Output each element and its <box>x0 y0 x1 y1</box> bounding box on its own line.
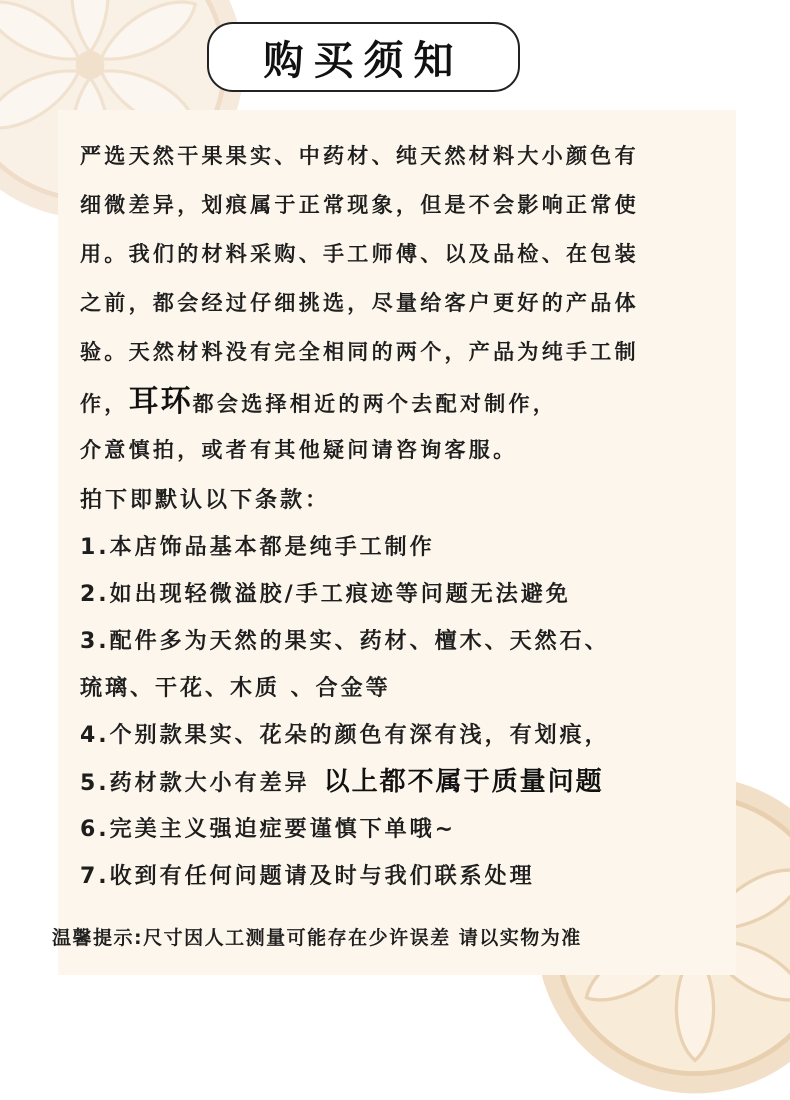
footer-tip: 温馨提示:尺寸因人工测量可能存在少许误差 请以实物为准 <box>52 927 582 949</box>
term-item: 4.个别款果实、花朵的颜色有深有浅，有划痕， <box>80 723 610 748</box>
intro-line: 验。天然材料没有完全相同的两个，产品为纯手工制 <box>80 340 639 364</box>
intro-line: 严选天然干果果实、中药材、纯天然材料大小颜色有 <box>80 144 639 168</box>
intro-text: 作， <box>80 392 129 416</box>
intro-line <box>80 377 740 426</box>
term-text: 5.药材款大小有差异 <box>80 771 310 796</box>
term-item: 琉璃、干花、木质 、合金等 <box>80 676 391 701</box>
title-banner <box>207 22 520 92</box>
intro-paragraph <box>80 132 740 475</box>
quality-emphasis: 以上都不属于质量问题 <box>323 767 604 797</box>
term-item: 2.如出现轻微溢胶/手工痕迹等问题无法避免 <box>80 582 571 607</box>
terms-list <box>80 477 750 900</box>
term-item: 1.本店饰品基本都是纯手工制作 <box>80 535 435 560</box>
page-title: 购买须知 <box>263 37 464 84</box>
term-item: 7.收到有任何问题请及时与我们联系处理 <box>80 864 535 889</box>
intro-text: 都会选择相近的两个去配对制作， <box>192 392 558 416</box>
term-item <box>80 759 750 806</box>
terms-heading: 拍下即默认以下条款： <box>80 488 331 513</box>
term-item: 3.配件多为天然的果实、药材、檀木、天然石、 <box>80 629 610 654</box>
intro-line: 细微差异，划痕属于正常现象，但是不会影响正常使 <box>80 193 639 217</box>
earring-emphasis: 耳环 <box>128 384 193 419</box>
intro-line: 用。我们的材料采购、手工师傅、以及品检、在包装 <box>80 242 639 266</box>
intro-line: 介意慎拍，或者有其他疑问请咨询客服。 <box>80 438 518 462</box>
intro-line: 之前，都会经过仔细挑选，尽量给客户更好的产品体 <box>80 291 639 315</box>
term-item: 6.完美主义强迫症要谨慎下单哦~ <box>80 817 457 842</box>
